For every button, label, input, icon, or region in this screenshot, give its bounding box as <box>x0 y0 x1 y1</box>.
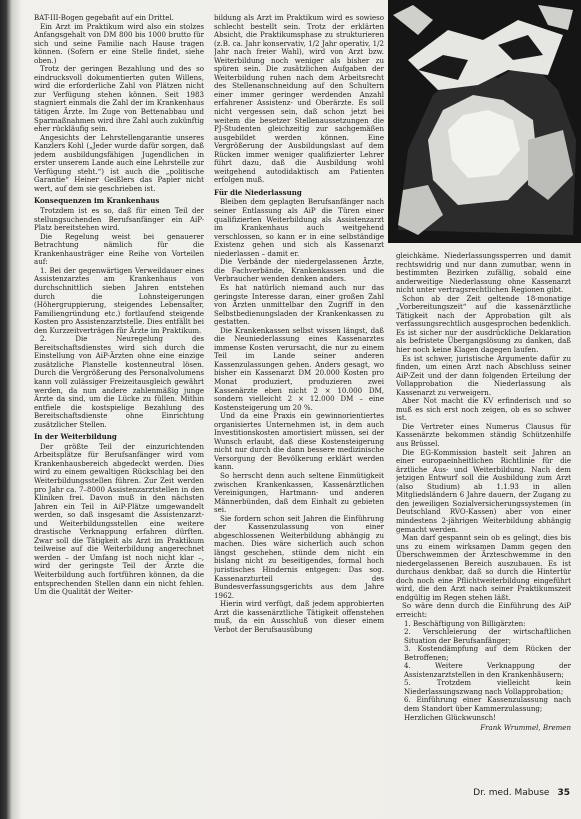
page-footer <box>420 788 570 798</box>
section-heading: Für die Niederlassung <box>214 187 302 197</box>
paragraph: 2. Die Neuregelung des Bereitschaftsdienstes wird sich durch die Einstellung von AiP-Ärzten ohne eine einzige zusätzliche Planstelle kostenneutral lösen. Durch die Vergrößerung des Personalvolumens kann voll zulässiger Freizeitausgleich gewährt werden, da nun andere zahlenmäßig junge Ärzte da sind, um die Lücke zu füllen. Mithin entfiele die kostspielige Bezahlung des Bereitschaftsdienste ohne Einrichtung zusätzlicher Stellen. <box>34 334 204 429</box>
paragraph: Die Vertreter eines Numerus Clausus für Kassenärzte bekommen ständig Schützenhilfe aus Brüssel. <box>396 421 571 449</box>
paragraph: Ein Arzt im Praktikum wird also ein stolzes Anfangsgehalt von DM 800 bis 1000 brutto für sich und seine Familie nach Hause tragen können. (Sofern er eine Stelle findet, siehe oben.) <box>34 21 204 65</box>
paragraph: Aber Not macht die KV erfinderisch und so muß es sich erst noch zeigen, ob es so schwer ist. <box>396 396 571 423</box>
paragraph: Und da eine Praxis ein gewinnorientiertes organisiertes Unternehmen ist, in dem auch Investitionskosten amortisiert müssen, sei der Wunsch erlaubt, daß diese Kostensteigerung nicht nur durch die dann bessere medizinische Versorgung der Bevölkerung erklärt werden kann. <box>214 411 384 472</box>
paragraph: Die Regelung weist bei genauerer Betrachtung nämlich für die Krankenhausträger eine Reihe von Vorteilen auf: <box>34 231 204 267</box>
author-signature: Frank Wrummel, Bremen <box>480 723 571 733</box>
paragraph: Schon ab der Zeit geltende 18-monatige „Vorbereitungszeit“ auf die kassenärztliche Tätigkeit nach der Approbation gilt als verfassungsrechtlich ausgesprochen bedenklich. Es ist sicher nur der ausdrückliche Deklaration als befristete Übergangslösung zu danken, daß hier noch keine Klagen dagegen laufen. <box>396 293 571 355</box>
paragraph: Angesichts der Lehrstellengarantie unseres Kanzlers Kohl („Jeder wurde dafür sorgen, daß jedem ausbildungsfähigen Jugendlichen in erster unserem Lande auch eine Lehrstelle zur Verfügung steht.“) ist auch die „politische Garantie“ Heiner Geißlers das Papier nicht wert, auf dem sie geschrieben ist. <box>34 132 204 193</box>
paragraph: Die Krankenkassen selbst wissen längst, daß die Neuniederlassung eines Kassenarztes immense Kosten verursacht, die nur zu einem Teil im Lande seiner anderen Kassenzulassungen gehen. Anders gesagt, wo bisher ein Kassenarzt DM 20.000 Kosten pro Monat produziert, produzieren zwei Kassenärzte eben nicht 2 × 10.000 DM, sondern vielleicht 2 × 12.000 DM – eine Kostensteigerung um 20 %. <box>214 325 384 412</box>
column-middle <box>214 14 384 804</box>
photo-graphic <box>388 0 581 243</box>
paragraph: Der größte Teil der einzurichtenden Arbeitsplätze für Berufsanfänger wird vom Krankenhausbereich abgedeckt werden. Dies wird zu einem gewaltigen Rückschlag bei den Weiterbildungsstellen führen. Zur Zeit werden pro Jahr ca. 7–8000 Assistenzarztstellen in den Kliniken frei. Davon muß in den nächsten Jahren ein Teil in AiP-Plätze umgewandelt werden, so daß insgesamt die Assistenzarzt- und Weiterbildungsstellen eine weitere drastische Verknappung erfahren dürften. Zwar soll die Tätigkeit als Arzt im Praktikum teilweise auf die Weiterbildung angerechnet werden – der Umfang ist noch nicht klar –, wird der geringste Teil der Ärzte die Weiterbildung auch fortführen können, da die entsprechenden Stellen dann ein nicht fehlen. Um die Qualität der Weiter- <box>34 441 204 597</box>
paragraph: Es hat natürlich niemand auch nur das geringste Interesse daran, einer großen Zahl von Ärzten unmittelbar den Zugriff in den Selbstbedienungsladen der Krankenkassen zu gestatten. <box>214 282 384 327</box>
paragraph: 1. Bei der gegenwärtigen Verweildauer eines Assistenzarztes am Krankenhaus von durchschnittlich sieben Jahren entstehen durch die Lohnsteigerungen (Höhergruppierung, steigendes Lebensalter, Familiengründung etc.) fortlaufend steigende Kosten pro Assistenzarztstelle. Dies entfällt bei den Kurzzeitverträgen für Ärzte im Praktikum. <box>34 265 204 335</box>
paragraph: Sie fordern schon seit Jahren die Einführung der Kassenzulassung von einer abgeschlossenen Weiterbildung abhängig zu machen. Dies wäre sicherlich auch schon längst geschehen, stünde dem nicht ein bislang nicht zu beseitigendes, formal hoch juristisches Hindernis entgegen: Das sog. Kassenarzturteil des Bundesverfassungsgerichts aus dem Jahre 1962. <box>214 513 384 600</box>
paragraph: BAT-III-Bogen gegebafit auf ein Drittel. <box>34 14 174 22</box>
paragraph: gleichkäme. Niederlassungssperren und damit rechtswidrig und nur dann zumutbar, wenn in bestimmten Bezirken zufällig, sobald eine anderweitige Niederlassung ohne Kassenarzt nicht unter vertragsrechtlichen Regionen gibt. <box>396 252 571 295</box>
summary-list <box>396 620 571 723</box>
paragraph: Hierin wird verfügt, daß jedem approbierten Arzt die kassenärztliche Tätigkeit offenstehen muß, da ein Ausschluß von dieser einem Verbot der Berufsausübung <box>214 599 384 634</box>
column-left <box>34 14 204 804</box>
list-item: Herzlichen Glückwunsch! <box>404 712 497 722</box>
photo-illustration <box>388 0 581 243</box>
paragraph: So wäre denn durch die Einführung des AiP erreicht: <box>396 601 571 619</box>
page-number: 35 <box>557 788 570 798</box>
paragraph: Die Verbände der niedergelassenen Ärzte, die Fachverbände, Krankenkassen und die Verbraucher wenden denken anders. <box>214 257 384 284</box>
section-heading: Konsequenzen im Krankenhaus <box>34 196 160 206</box>
paragraph: Man darf gespannt sein ob es gelingt, dies bis uns zu einem wirksamen Damm gegen den Überschwemmen der Ärzteschwemme in den niedergelassenen Bereich auszubauen. Es ist durchaus denkbar, daß so durch die Hintertür doch noch eine Pflichtweiterbildung eingeführt wird, die den Arzt nach seiner Praktikumszeit endgültig im Regen stehen läßt. <box>396 533 571 602</box>
column-right <box>396 252 571 772</box>
list-item: 1. Beschäftigung von Billigärzten: <box>404 618 526 628</box>
paragraph: Es ist schwer, juristische Argumente dafür zu finden, um einen Arzt nach Abschluss seiner AiP-Zeit und der dann folgenden Erteilung der Vollapprobation die Niederlassung als Kassenarzt zu verweigern. <box>396 353 571 397</box>
list-item: 6. Einführung einer Kassenzulassung nach dem Standort über Kammerzulassung; <box>404 695 571 713</box>
publication-name: Dr. med. Mabuse <box>473 788 550 798</box>
list-item: 2. Verschleierung der wirtschaftlichen Situation der Berufsanfänger; <box>404 627 571 645</box>
paragraph: Die EG-Kommission bastelt seit Jahren an einer europaeinheitlichen Richtlinie für die ärztliche Aus- und Weiterbildung. Nach dem jetzigen Entwurf soll die Ausbildung zum Arzt (also Studium) ab 1.1.93 in allen Mitgliedsländern 6 Jahre dauern, der Zugang zu den jeweiligen Sozialversicherungssystemen (in Deutschland RVO-Kassen) aber von einer mindestens 2-jährigen Weiterbildung abhängig gemacht werden. <box>396 447 571 534</box>
list-item: 3. Kostendämpfung auf dem Rücken der Betroffenen; <box>404 644 571 662</box>
section-heading: In der Weiterbildung <box>34 432 117 442</box>
paragraph: So herrscht denn auch seltene Einmütigkeit zwischen Krankenkassen, Kassenärztlichen Vereinigungen, Hartmann- und anderen Männerbünden, daß dem Einhalt zu gebieten sei. <box>214 470 384 515</box>
paragraph: Trotzdem ist es so, daß für einen Teil der stellungsuchenden Berufsanfänger ein AiP-Platz bereitstehen wird. <box>34 206 204 233</box>
list-item: 5. Trotzdem vielleicht kein Niederlassungszwang nach Vollapprobation; <box>404 678 571 696</box>
list-item: 4. Weitere Verknappung der Assistenzarztstellen in den Krankenhäusern; <box>404 661 571 679</box>
paragraph: bildung als Arzt im Praktikum wird es sowieso schlecht bestellt sein. Trotz der erklärten Absicht, die Praktikumsphase zu strukturieren (z.B. ca. Jahr konservativ, 1/2 Jahr operativ, 1/2 Jahr nach freier Wahl), wird von Arzt bzw. Weiterbildung noch weniger als bisher zu spüren sein. Die zusätzlichen Aufgaben der Weiterbildung ruhen nach dem Arbeitsrecht des Stellenanschneidung auf den Schultern einer immer geringer werdenden Anzahl erfahrener Assistenz- und Oberärzte. Es soll nicht vergessen sein, daß schon jetzt bei weitem die besetzer Stellenaussetzungen die PJ-Studenten gleichzeitig zur sachgemäßen ausgebildet werden können. Eine Vergrößerung der Ausbildungslast auf dem Rücken immer weniger qualifizierter Lehrer führt dazu, daß die Ausbildung wohl weitgehend autodidaktisch am Patienten erfolgen muß. <box>214 14 384 185</box>
paragraph: Trotz der geringen Bezahlung und des so eindrucksvoll dokumentierten guten Willens, wird die erforderliche Zahl von Plätzen nicht zur Verfügung stehen können. Seit 1983 stagniert einmals die Zahl der im Krankenhaus tätigen Ärzte. Im Zuge von Bettenabbau und Sparmaßnahmen wird ihre Zahl auch zukünftig eher rückläufig sein. <box>34 64 204 134</box>
paragraph: Bleiben dem geplagten Berufsanfänger nach seiner Entlassung als AiP die Türen einer qualifizierten Weiterbildung als Assistenzarzt im Krankenhaus auch weitgehend verschlossen, so kann er in eine selbständige Existenz gehen und sich als Kassenarzt niederlassen – damit er. <box>214 197 384 258</box>
